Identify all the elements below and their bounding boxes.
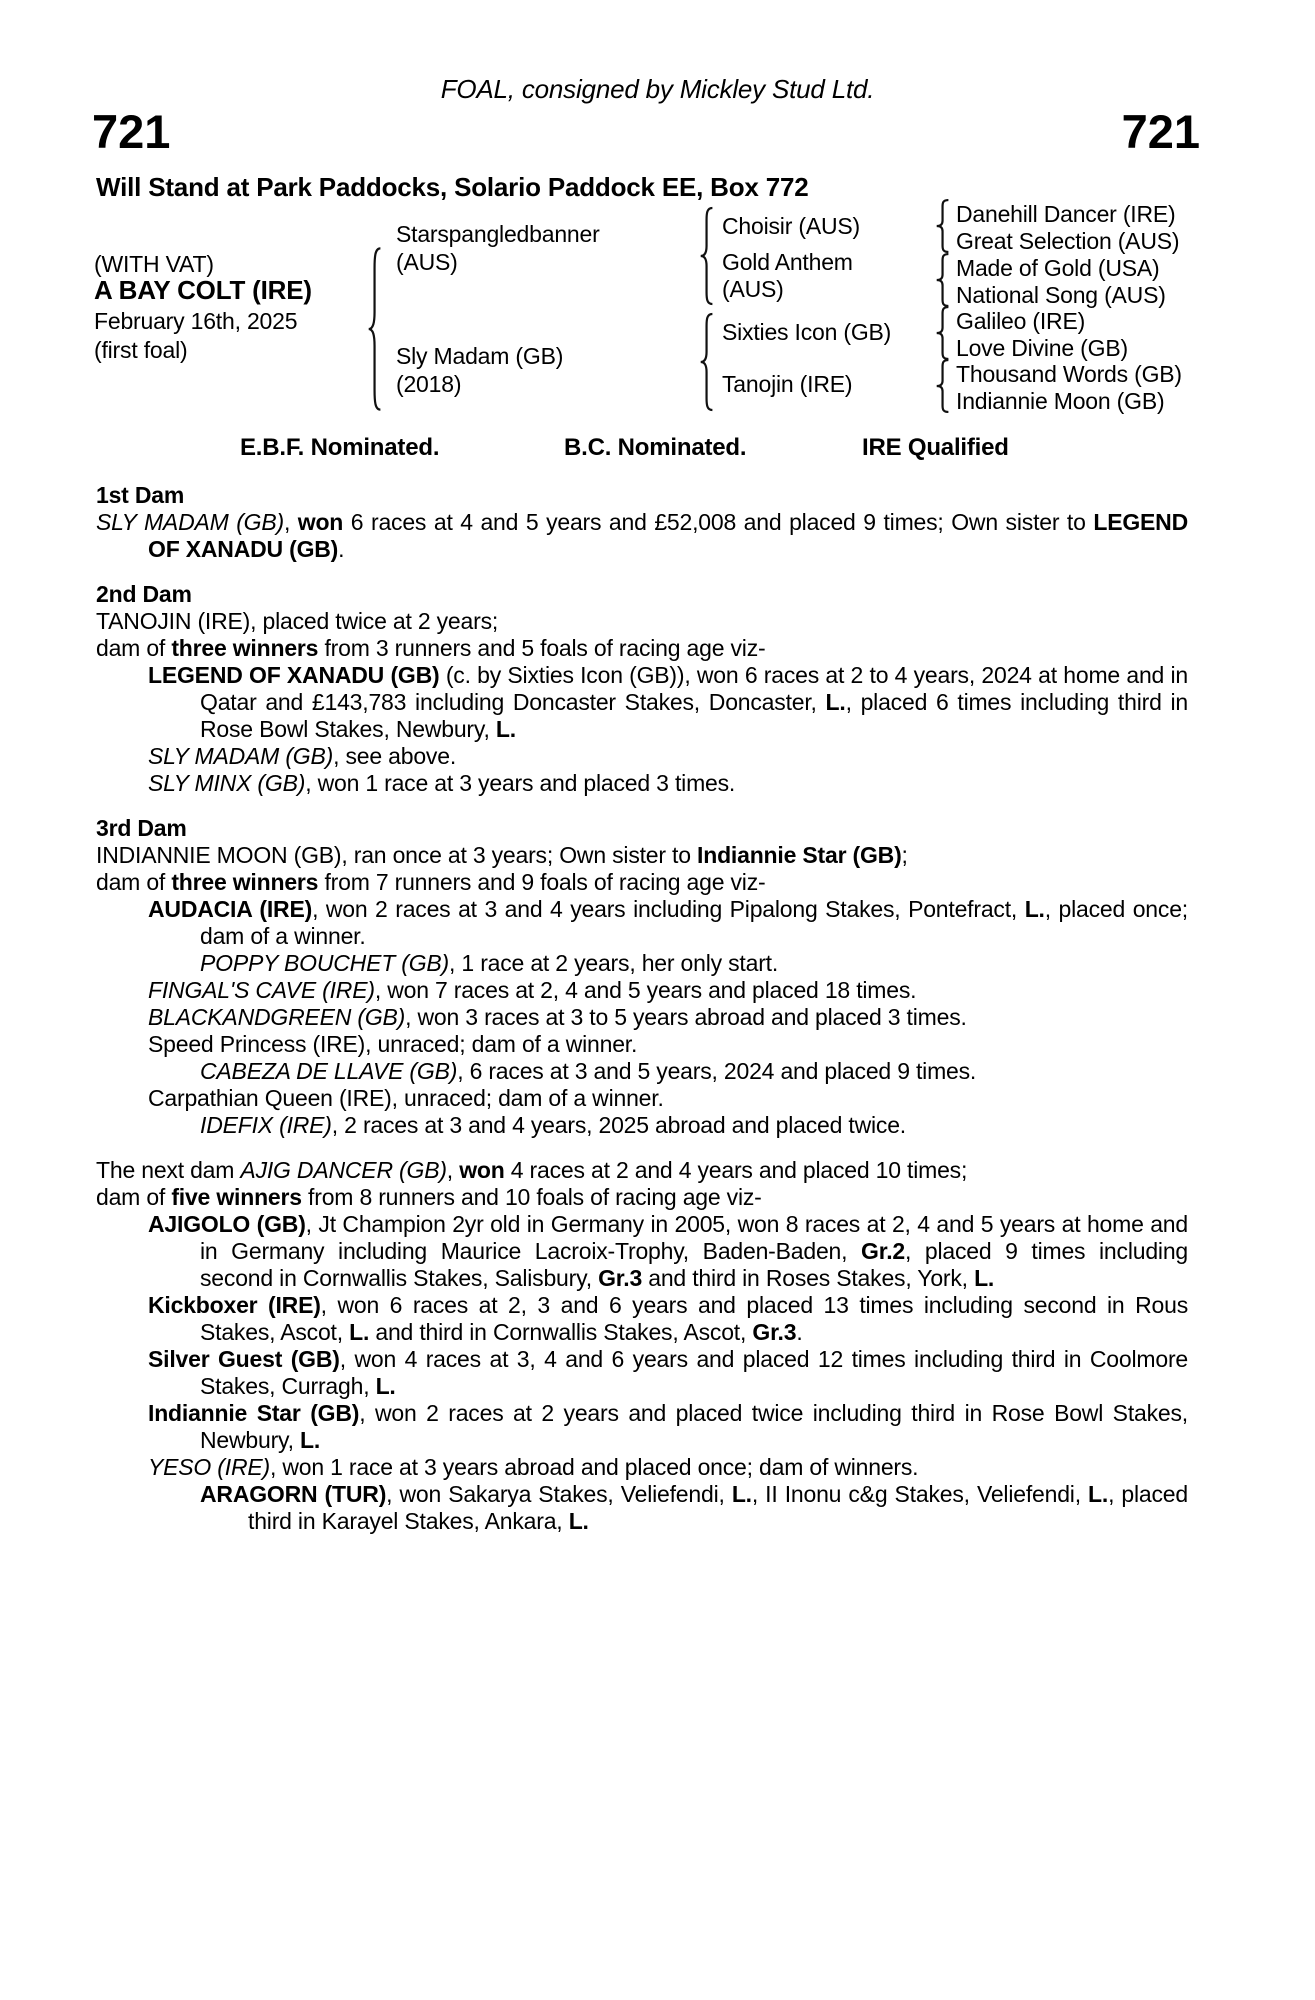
grandparent-sire-dam-line2: (AUS) xyxy=(722,276,784,302)
pedigree-text-paragraph: FINGAL'S CAVE (IRE), won 7 races at 2, 4 and 5 years and placed 18 times. xyxy=(148,977,917,1003)
grandparent-dam-dam: Tanojin (IRE) xyxy=(722,371,853,397)
pedigree-text-paragraph: CABEZA DE LLAVE (GB), 6 races at 3 and 5 years, 2024 and placed 9 times. xyxy=(200,1058,977,1084)
pedigree-text-paragraph: LEGEND OF XANADU (GB) (c. by Sixties Icon (GB)), won 6 races at 2 to 4 years, 2024 at home and in Qatar and £143,783 including Doncaster Stakes, Doncaster, L., placed 6 times including third in Rose Bowl Stakes, Newbury, L. xyxy=(148,662,1188,742)
great-grandparent-name: National Song (AUS) xyxy=(956,282,1166,308)
great-grandparent-name: Danehill Dancer (IRE) xyxy=(956,201,1176,227)
pedigree-text-paragraph: AUDACIA (IRE), won 2 races at 3 and 4 years including Pipalong Stakes, Pontefract, L., placed once; dam of a winner. xyxy=(148,896,1188,949)
pedigree-text-paragraph: POPPY BOUCHET (GB), 1 race at 2 years, her only start. xyxy=(200,950,779,976)
section-heading: 3rd Dam xyxy=(96,815,187,841)
pedigree-brace xyxy=(934,359,952,413)
great-grandparent-name: Indiannie Moon (GB) xyxy=(956,388,1165,414)
subject-foal-date: February 16th, 2025 xyxy=(94,308,298,334)
dam-section xyxy=(96,581,1188,797)
great-grandparent-name: Galileo (IRE) xyxy=(956,308,1086,334)
pedigree-text-paragraph: SLY MADAM (GB), see above. xyxy=(148,743,457,769)
pedigree-text-paragraph: TANOJIN (IRE), placed twice at 2 years; xyxy=(96,608,499,634)
pedigree-text-paragraph: dam of three winners from 7 runners and 9 foals of racing age viz- xyxy=(96,869,766,895)
subject-vat-note: (WITH VAT) xyxy=(94,251,214,277)
nominations-line xyxy=(96,434,1200,462)
pedigree-text-paragraph: The next dam AJIG DANCER (GB), won 4 races at 2 and 4 years and placed 10 times; xyxy=(96,1157,968,1183)
pedigree-text-paragraph: SLY MADAM (GB), won 6 races at 4 and 5 years and £52,008 and placed 9 times; Own sister to LEGEND OF XANADU (GB). xyxy=(96,509,1188,562)
pedigree-text-paragraph: Silver Guest (GB), won 4 races at 3, 4 and 6 years and placed 12 times including third in Coolmore Stakes, Curragh, L. xyxy=(148,1346,1188,1399)
section-heading: 2nd Dam xyxy=(96,581,192,607)
pedigree-brace xyxy=(934,199,952,253)
great-grandparent-name: Great Selection (AUS) xyxy=(956,228,1180,254)
pedigree-text-paragraph: dam of five winners from 8 runners and 10 foals of racing age viz- xyxy=(96,1184,762,1210)
grandparent-dam-sire: Sixties Icon (GB) xyxy=(722,319,892,345)
pedigree-text-paragraph: ARAGORN (TUR), won Sakarya Stakes, Veliefendi, L., II Inonu c&g Stakes, Veliefendi, L., placed third in Karayel Stakes, Ankara, L. xyxy=(200,1481,1188,1534)
consignor-line: FOAL, consigned by Mickley Stud Ltd. xyxy=(440,74,875,104)
nomination-ebf: E.B.F. Nominated. xyxy=(240,434,440,461)
pedigree-text-paragraph: SLY MINX (GB), won 1 race at 3 years and placed 3 times. xyxy=(148,770,736,796)
dam-section xyxy=(96,1157,1188,1535)
great-grandparent-name: Love Divine (GB) xyxy=(956,335,1128,361)
pedigree-brace xyxy=(934,306,952,360)
pedigree-brace xyxy=(698,206,716,306)
grandparent-sire-dam-line1: Gold Anthem xyxy=(722,249,853,275)
pedigree-brace xyxy=(366,245,384,413)
subject-first-foal-note: (first foal) xyxy=(94,337,188,363)
lot-number-left: 721 xyxy=(92,105,171,158)
dam-section xyxy=(96,815,1188,1139)
pedigree-text-paragraph: Kickboxer (IRE), won 6 races at 2, 3 and 6 years and placed 13 times including second in Rous Stakes, Ascot, L. and third in Cornwallis Stakes, Ascot, Gr.3. xyxy=(148,1292,1188,1345)
pedigree-text-paragraph: Indiannie Star (GB), won 2 races at 2 years and placed twice including third in Rose Bowl Stakes, Newbury, L. xyxy=(148,1400,1188,1453)
dam-name: Sly Madam (GB) xyxy=(396,343,564,369)
pedigree-text-paragraph: YESO (IRE), won 1 race at 3 years abroad and placed once; dam of winners. xyxy=(148,1454,919,1480)
dam-year: (2018) xyxy=(396,371,462,397)
pedigree-text-paragraph: BLACKANDGREEN (GB), won 3 races at 3 to 5 years abroad and placed 3 times. xyxy=(148,1004,967,1030)
pedigree-text-sections xyxy=(96,482,1188,1535)
pedigree-brace xyxy=(698,312,716,412)
pedigree-text-paragraph: Speed Princess (IRE), unraced; dam of a winner. xyxy=(148,1031,638,1057)
section-heading: 1st Dam xyxy=(96,482,185,508)
nomination-ire: IRE Qualified xyxy=(862,434,1009,461)
pedigree-text-paragraph: IDEFIX (IRE), 2 races at 3 and 4 years, 2025 abroad and placed twice. xyxy=(200,1112,906,1138)
lot-number-right: 721 xyxy=(1121,105,1200,158)
dam-section xyxy=(96,482,1188,563)
sire-name: Starspangledbanner xyxy=(396,221,600,247)
grandparent-sire-sire: Choisir (AUS) xyxy=(722,213,860,239)
pedigree-text-paragraph: Carpathian Queen (IRE), unraced; dam of a winner. xyxy=(148,1085,664,1111)
sire-suffix: (AUS) xyxy=(396,249,458,275)
pedigree-text-paragraph: AJIGOLO (GB), Jt Champion 2yr old in Germany in 2005, won 8 races at 2, 4 and 5 years at home and in Germany including Maurice Lacroix-Trophy, Baden-Baden, Gr.2, placed 9 times including second in Cornwallis Stakes, Salisbury, Gr.3 and third in Roses Stakes, York, L. xyxy=(148,1211,1189,1291)
great-grandparent-name: Thousand Words (GB) xyxy=(956,361,1182,387)
pedigree-brace xyxy=(934,253,952,307)
pedigree-text-paragraph: dam of three winners from 3 runners and 5 foals of racing age viz- xyxy=(96,635,766,661)
pedigree-text-paragraph: INDIANNIE MOON (GB), ran once at 3 years; Own sister to Indiannie Star (GB); xyxy=(96,842,908,868)
nomination-bc: B.C. Nominated. xyxy=(564,434,747,461)
stand-location-line: Will Stand at Park Paddocks, Solario Paddock EE, Box 772 xyxy=(96,172,809,202)
subject-name: A BAY COLT (IRE) xyxy=(94,275,312,305)
great-grandparent-name: Made of Gold (USA) xyxy=(956,255,1160,281)
